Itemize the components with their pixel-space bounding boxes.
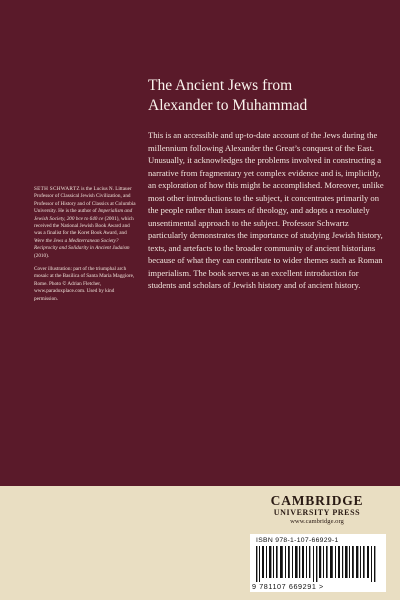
author-bio — [34, 186, 138, 260]
description-text: This is an accessible and up-to-date account of the Jews during the millennium following Alexander the Great’s conquest of the East. Unusually, it acknowledges the problems involved in constructing a narrative from fragmentary yet complex evidence and is, implicitly, an exploration of how this might be accomplished. Moreover, unlike most other introductions to the subject, it concentrates primarily on the people rather than issues of theology, and adopts a resolutely unsentimental approach to the subject. Professor Schwartz particularly demonstrates the importance of studying Jewish history, texts, and artefacts to the broader community of ancient historians because of what they can contribute to wider themes such as Roman imperialism. The book serves as an excellent introduction for students and scholars of Jewish history and of ancient history. — [148, 130, 384, 290]
publisher-logo — [252, 494, 382, 526]
publisher-name: CAMBRIDGE — [270, 493, 364, 508]
title-line-2: Alexander to Muhammad — [148, 97, 308, 114]
author-panel — [34, 186, 138, 309]
title-line-1: The Ancient Jews from — [148, 77, 293, 94]
publisher-press: UNIVERSITY PRESS — [273, 508, 361, 517]
book-title — [148, 76, 388, 116]
isbn-label: ISBN 978-1-107-66929-1 — [256, 537, 339, 544]
author-bio-text-2: (2001), which received the National Jewish Book Award and was a finalist for the Koret Book Award, and — [34, 215, 134, 237]
barcode-icon — [256, 546, 380, 582]
author-book-2: Were the Jews a Mediterranean Society? Reciprocity and Solidarity in Ancient Judaism — [34, 237, 130, 252]
author-bio-text-1: is the Lucius N. Littauer Professor of Classical Jewish Civilization, and Professor of History and of Classics at Columbia University. He is the author of — [34, 186, 136, 215]
book-description — [148, 129, 388, 292]
publisher-url: www.cambridge.org — [290, 518, 344, 525]
cover-credit: Cover illustration: part of the triumphal arch mosaic at the Basilica of Santa Maria Maggiore, Rome. Photo © Adrian Fletcher, www.paradoxplace.com. Used by kind permission. — [34, 266, 135, 302]
author-book-1: Imperialism and Jewish Society, 200 bce to 640 ce — [34, 208, 133, 222]
barcode-panel — [250, 534, 386, 592]
author-bio-text-3: (2010). — [34, 252, 50, 259]
barcode-digits: 9 781107 669291 > — [252, 582, 324, 591]
author-name: SETH SCHWARTZ — [34, 186, 80, 192]
